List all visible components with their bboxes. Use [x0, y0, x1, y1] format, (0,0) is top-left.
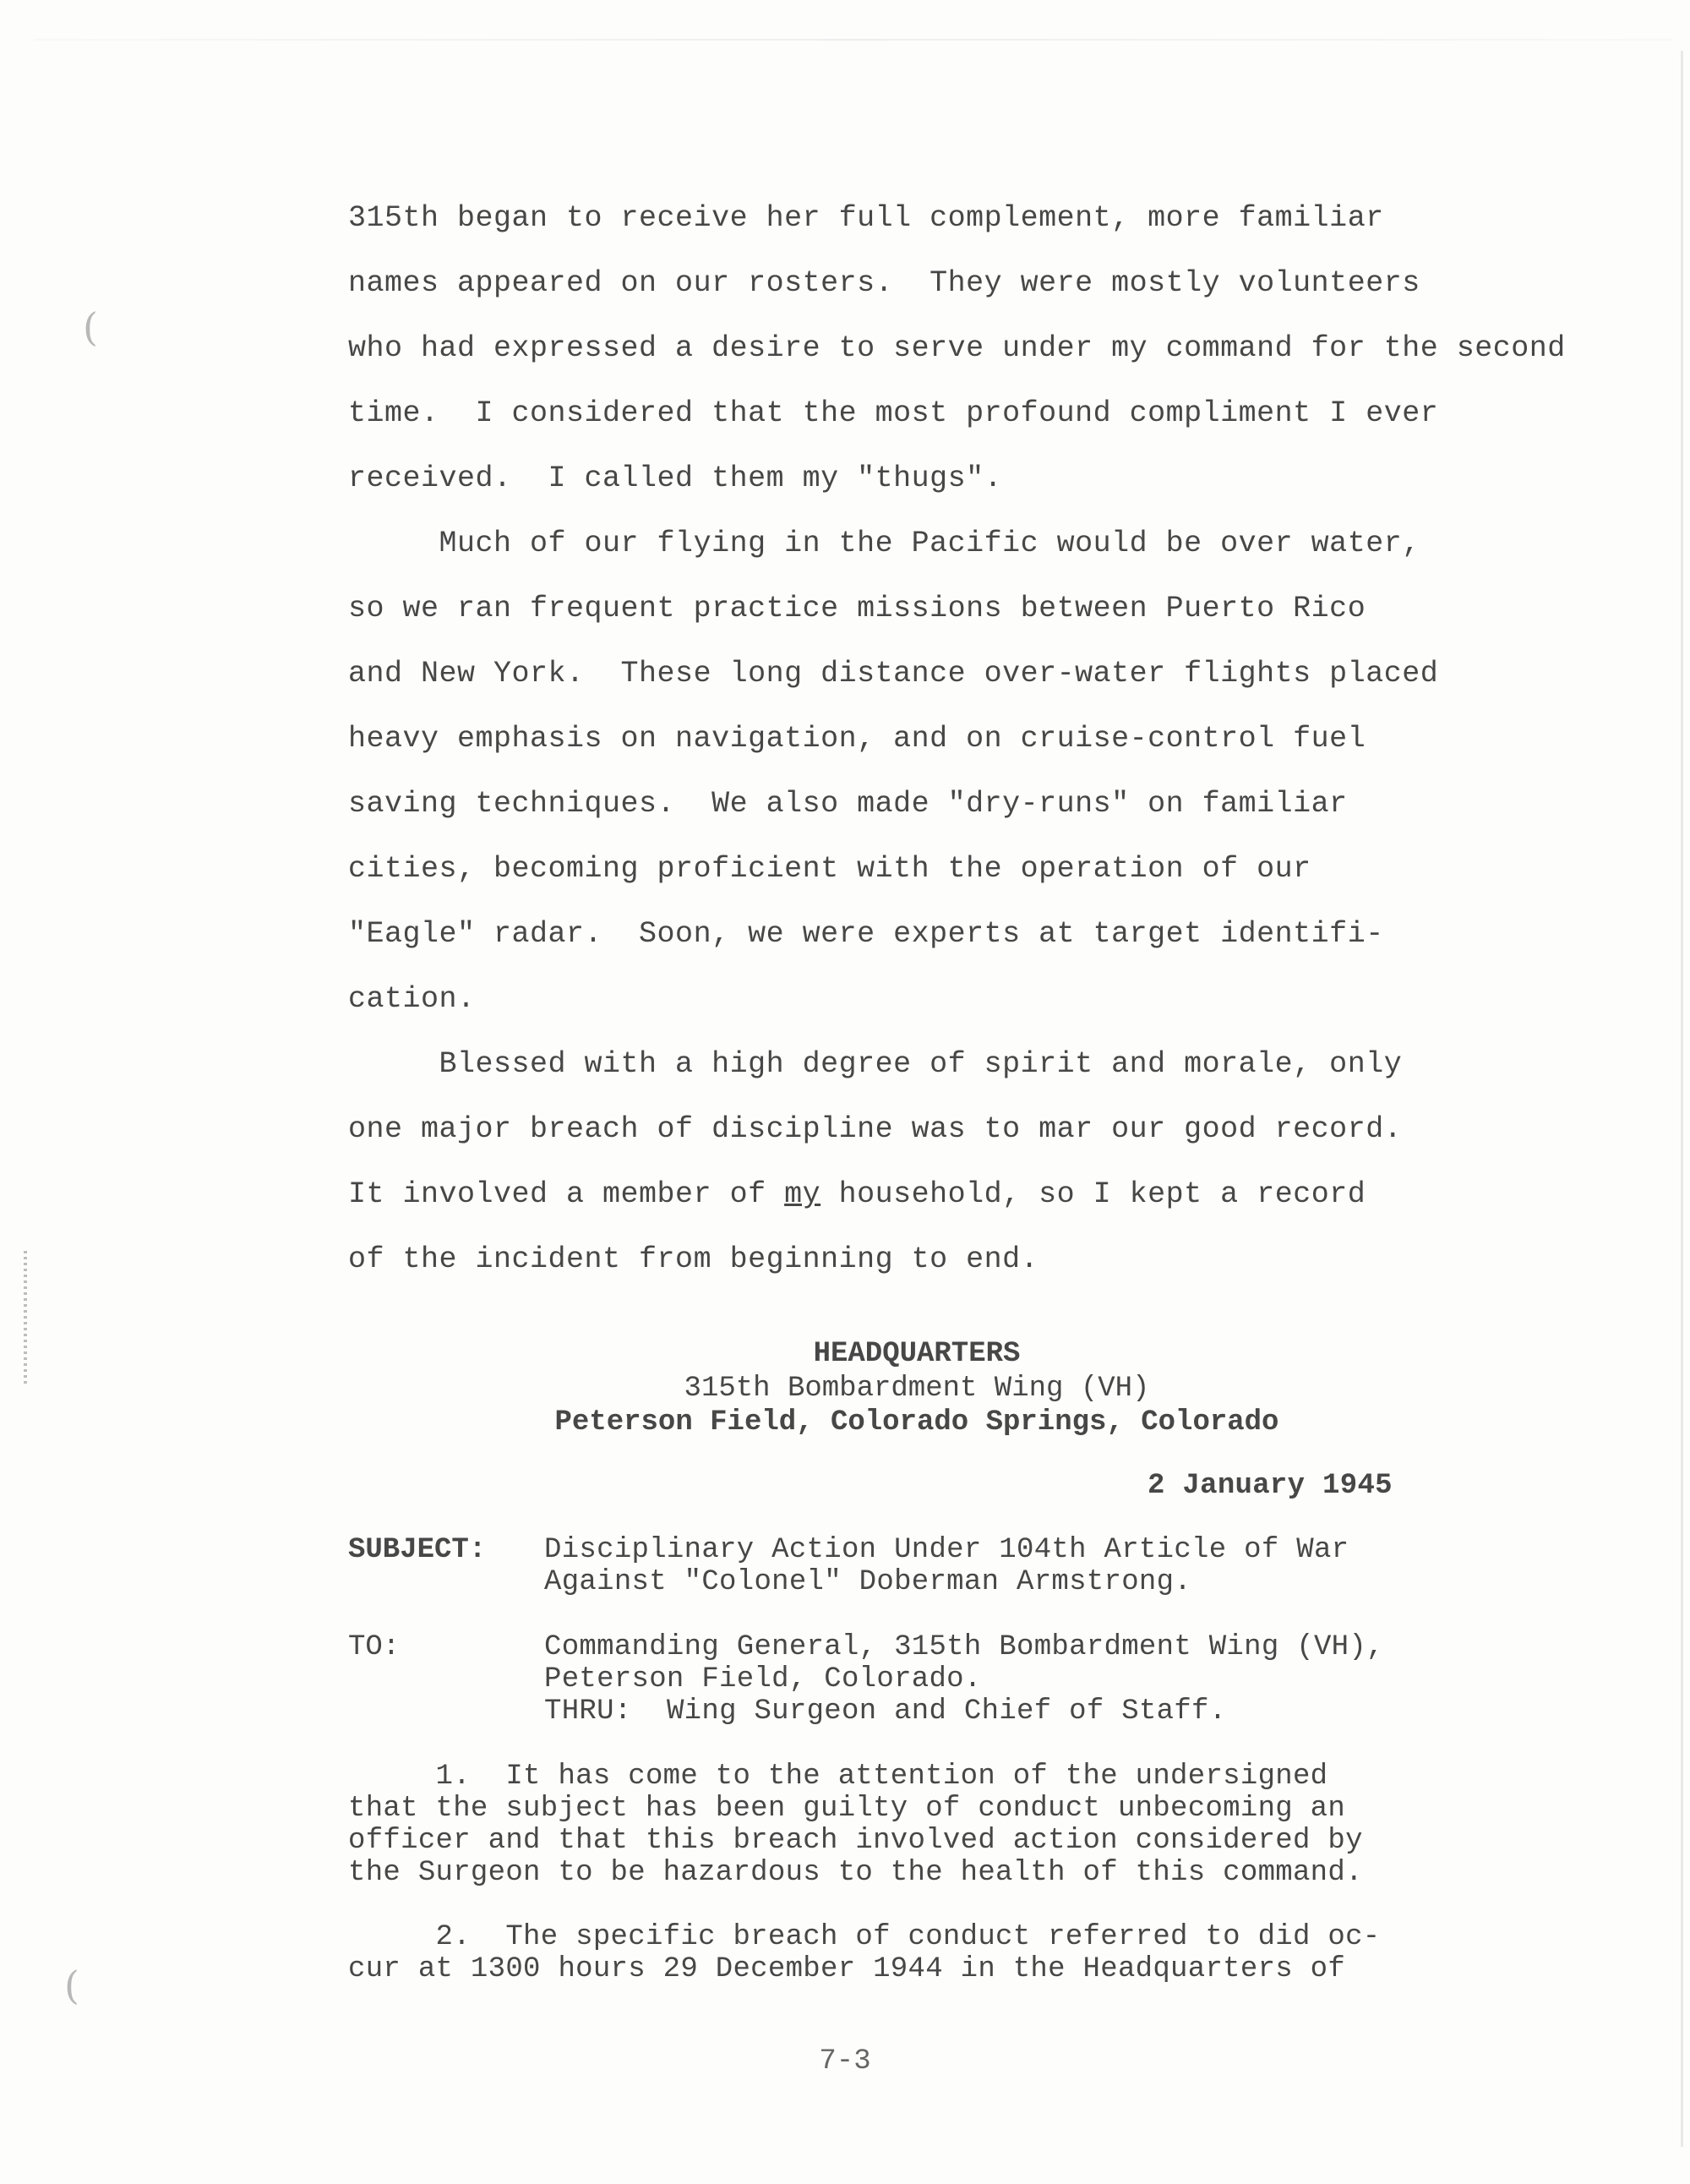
to-line: Commanding General, 315th Bombardment Wing (VH), [544, 1631, 1384, 1663]
body-line: cities, becoming proficient with the operation of our [348, 852, 1311, 886]
thru-line [544, 1695, 1226, 1728]
body-line: time. I considered that the most profound compliment I ever [348, 396, 1439, 430]
subject-line: Disciplinary Action Under 104th Article of War [544, 1534, 1349, 1566]
subject-line: Against "Colonel" Doberman Armstrong. [544, 1566, 1192, 1598]
body-line: and New York. These long distance over-water flights placed [348, 657, 1439, 691]
memo-item-2-line: cur at 1300 hours 29 December 1944 in the Headquarters of [348, 1953, 1346, 1985]
body-line: received. I called them my "thugs". [348, 461, 1003, 495]
memo-location: Peterson Field, Colorado Springs, Colorado [554, 1406, 1279, 1439]
body-line: saving techniques. We also made "dry-runs" on familiar [348, 787, 1348, 821]
body-line: cation. [348, 982, 476, 1016]
memo-date: 2 January 1945 [1148, 1470, 1393, 1502]
memo-item-2-line: 2. The specific breach of conduct referred to did oc- [348, 1921, 1381, 1953]
body-line: Much of our flying in the Pacific would be over water, [348, 527, 1420, 560]
memo-heading: HEADQUARTERS [813, 1338, 1021, 1370]
body-line: "Eagle" radar. Soon, we were experts at target identifi- [348, 917, 1384, 951]
paper-top-edge [34, 39, 1673, 41]
to-label: TO: [348, 1631, 401, 1663]
body-line: of the incident from beginning to end. [348, 1242, 1039, 1276]
thru-text: Wing Surgeon and Chief of Staff. [666, 1695, 1227, 1728]
body-line [348, 1177, 1366, 1211]
body-text: household, so I kept a record [820, 1177, 1366, 1211]
body-line: one major breach of discipline was to mar our good record. [348, 1112, 1403, 1146]
underlined-word: my [784, 1177, 821, 1211]
body-line: 315th began to receive her full complement, more familiar [348, 201, 1384, 235]
page-number: 7-3 [819, 2045, 871, 2078]
to-line: Peterson Field, Colorado. [544, 1663, 982, 1695]
body-line: heavy emphasis on navigation, and on cruise-control fuel [348, 722, 1366, 756]
margin-bracket-top: ( [83, 304, 98, 350]
margin-bracket-bottom: ( [64, 1963, 79, 2008]
subject-label: SUBJECT: [348, 1534, 487, 1566]
paper-right-edge [1681, 51, 1683, 2147]
body-text: It involved a member of [348, 1177, 785, 1211]
thru-label: THRU: [544, 1695, 632, 1728]
memo-item-1-line: officer and that this breach involved action considered by [348, 1825, 1363, 1857]
body-line: who had expressed a desire to serve under my command for the second [348, 331, 1566, 365]
memo-item-1-line: the Surgeon to be hazardous to the health of this command. [348, 1857, 1363, 1889]
body-line: Blessed with a high degree of spirit and morale, only [348, 1047, 1403, 1081]
body-line: so we ran frequent practice missions between Puerto Rico [348, 592, 1366, 625]
memo-item-1-line: 1. It has come to the attention of the undersigned [348, 1761, 1328, 1793]
memo-item-1-line: that the subject has been guilty of conduct unbecoming an [348, 1793, 1346, 1825]
memo-unit: 315th Bombardment Wing (VH) [684, 1373, 1150, 1405]
body-line: names appeared on our rosters. They were mostly volunteers [348, 266, 1420, 300]
